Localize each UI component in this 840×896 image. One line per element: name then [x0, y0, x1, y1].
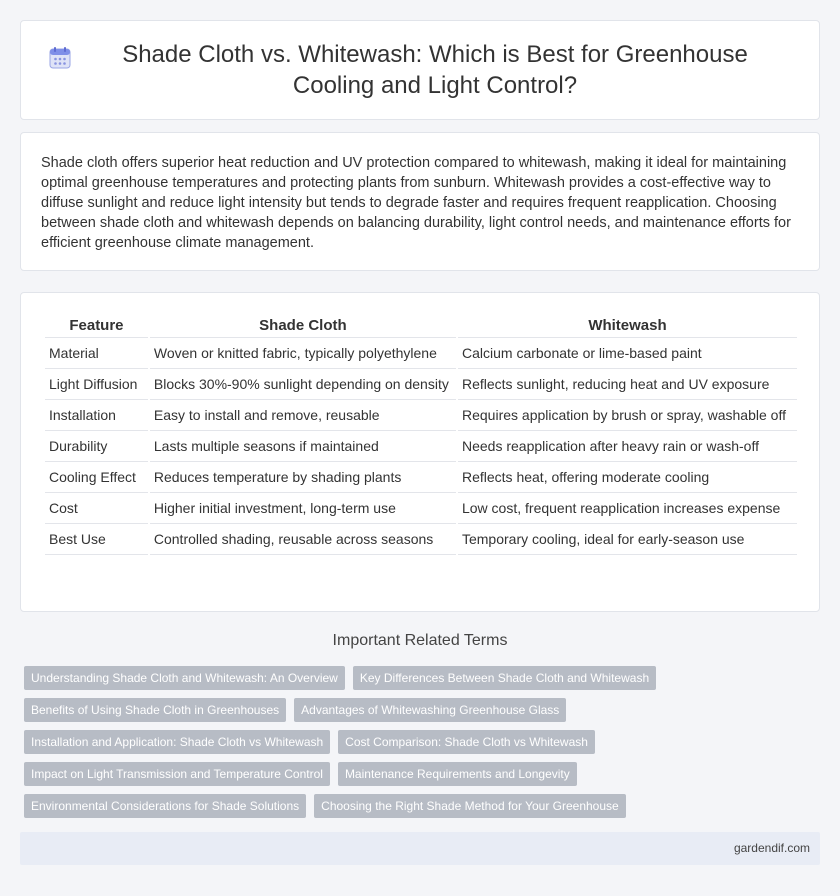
cell-shade-cloth: Reduces temperature by shading plants	[150, 462, 456, 493]
cell-feature: Installation	[45, 400, 148, 431]
cell-shade-cloth: Lasts multiple seasons if maintained	[150, 431, 456, 462]
cell-whitewash: Low cost, frequent reapplication increases expense	[458, 493, 797, 524]
table-header-row	[45, 315, 797, 338]
footer-site-link[interactable]: gardendif.com	[733, 841, 810, 855]
cell-shade-cloth: Blocks 30%-90% sunlight depending on density	[150, 369, 456, 400]
related-term-tag[interactable]: Advantages of Whitewashing Greenhouse Glass	[294, 698, 566, 722]
header-whitewash: Whitewash	[458, 315, 797, 338]
cell-feature: Light Diffusion	[45, 369, 148, 400]
table-row	[45, 400, 797, 431]
summary-card	[20, 132, 820, 271]
title-card	[20, 20, 820, 120]
cell-feature: Cooling Effect	[45, 462, 148, 493]
related-terms-list	[24, 666, 824, 826]
tag-row	[24, 730, 824, 754]
related-term-tag[interactable]: Understanding Shade Cloth and Whitewash: An Overview	[24, 666, 345, 690]
cell-whitewash: Reflects sunlight, reducing heat and UV exposure	[458, 369, 797, 400]
cell-shade-cloth: Higher initial investment, long-term use	[150, 493, 456, 524]
related-term-tag[interactable]: Cost Comparison: Shade Cloth vs Whitewash	[338, 730, 595, 754]
table-row	[45, 462, 797, 493]
page-title: Shade Cloth vs. Whitewash: Which is Best for Greenhouse Cooling and Light Control?	[122, 41, 748, 99]
header-feature: Feature	[45, 315, 148, 338]
cell-feature: Cost	[45, 493, 148, 524]
related-terms-title: Important Related Terms	[332, 632, 508, 649]
table-row	[45, 524, 797, 555]
table-row	[45, 369, 797, 400]
tag-row	[24, 794, 824, 818]
cell-whitewash: Reflects heat, offering moderate cooling	[458, 462, 797, 493]
tag-row	[24, 666, 824, 690]
table-row	[45, 431, 797, 462]
related-term-tag[interactable]: Impact on Light Transmission and Temperature Control	[24, 762, 330, 786]
cell-whitewash: Calcium carbonate or lime-based paint	[458, 338, 797, 369]
cell-shade-cloth: Controlled shading, reusable across seasons	[150, 524, 456, 555]
cell-whitewash: Temporary cooling, ideal for early-season use	[458, 524, 797, 555]
summary-text: Shade cloth offers superior heat reduction and UV protection compared to whitewash, making it ideal for maintaining optimal greenhouse temperatures and protecting plants from sunburn. Whitewash provides a cost-effective way to diffuse sunlight and reduce light intensity but tends to degrade faster and requires frequent reapplication. Choosing between shade cloth and whitewash depends on balancing durability, light control needs, and maintenance efforts for efficient greenhouse climate management.	[41, 155, 791, 251]
cell-whitewash: Needs reapplication after heavy rain or wash-off	[458, 431, 797, 462]
related-term-tag[interactable]: Maintenance Requirements and Longevity	[338, 762, 577, 786]
cell-whitewash: Requires application by brush or spray, washable off	[458, 400, 797, 431]
cell-feature: Material	[45, 338, 148, 369]
comparison-table	[43, 315, 799, 555]
comparison-table-card	[20, 292, 820, 612]
header-shade-cloth: Shade Cloth	[150, 315, 456, 338]
cell-shade-cloth: Woven or knitted fabric, typically polyethylene	[150, 338, 456, 369]
table-row	[45, 338, 797, 369]
related-term-tag[interactable]: Key Differences Between Shade Cloth and Whitewash	[353, 666, 656, 690]
footer	[20, 832, 820, 865]
related-term-tag[interactable]: Installation and Application: Shade Cloth vs Whitewash	[24, 730, 330, 754]
tag-row	[24, 698, 824, 722]
related-term-tag[interactable]: Benefits of Using Shade Cloth in Greenhouses	[24, 698, 286, 722]
tag-row	[24, 762, 824, 786]
cell-feature: Durability	[45, 431, 148, 462]
table-row	[45, 493, 797, 524]
cell-feature: Best Use	[45, 524, 148, 555]
related-term-tag[interactable]: Environmental Considerations for Shade Solutions	[24, 794, 306, 818]
related-term-tag[interactable]: Choosing the Right Shade Method for Your Greenhouse	[314, 794, 626, 818]
cell-shade-cloth: Easy to install and remove, reusable	[150, 400, 456, 431]
